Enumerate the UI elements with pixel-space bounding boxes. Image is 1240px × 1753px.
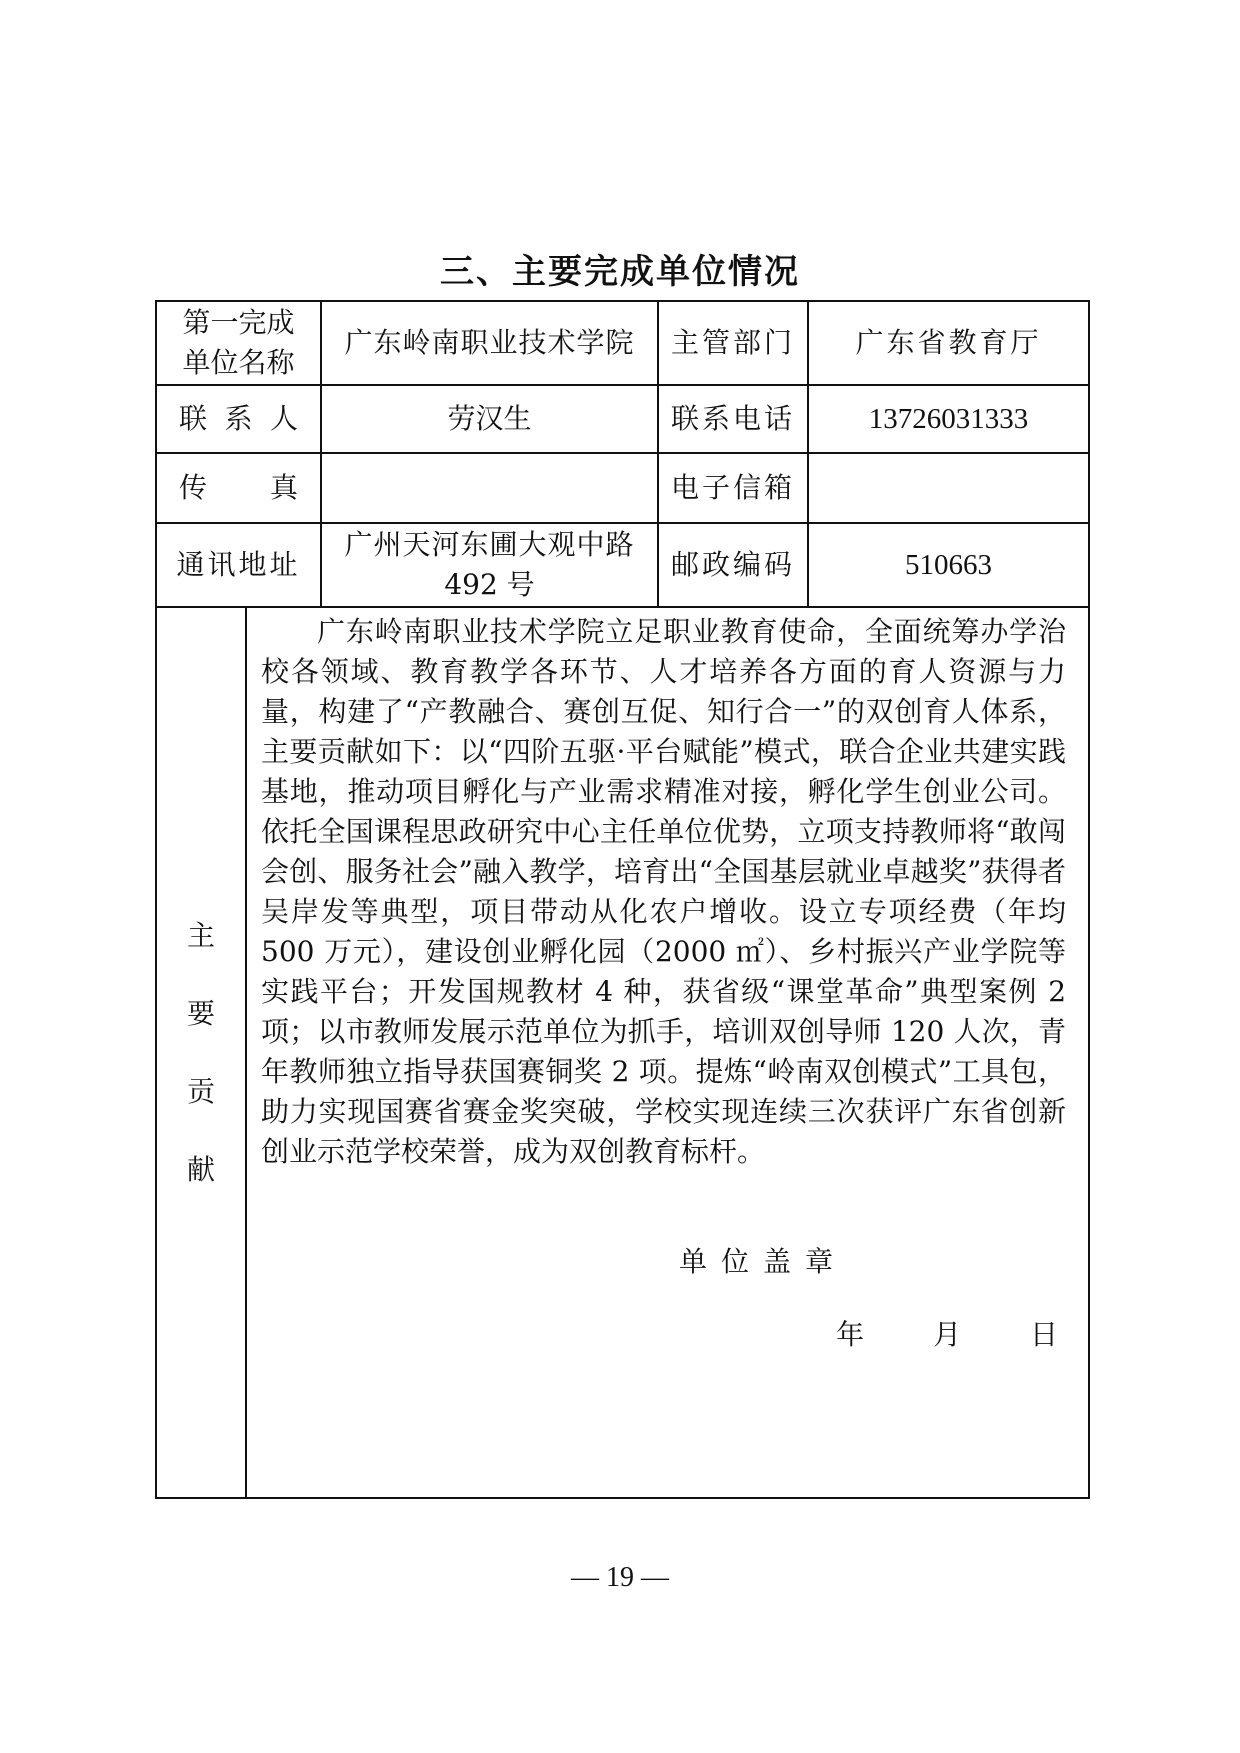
contribution-label-char: 主 — [186, 918, 215, 952]
phone-label: 联系电话 — [658, 385, 808, 453]
fax-label — [156, 453, 321, 523]
page-number: — 19 — — [571, 1562, 669, 1593]
postcode-value: 510663 — [808, 523, 1089, 607]
unit-seal-label: 单位盖章 — [679, 1245, 848, 1278]
contact-label — [156, 385, 321, 453]
table-row — [156, 301, 1089, 385]
contact-label-char: 联 — [179, 402, 208, 435]
table-row — [156, 523, 1089, 607]
contribution-text: 广东岭南职业技术学院立足职业教育使命，全面统筹办学治校各领域、教育教学各环节、人才培养各方面的育人资源与力量，构建了“产教融合、赛创互促、知行合一”的双创育人体系，主要贡献如下：以“四阶五驱·平台赋能”模式，联合企业共建实践基地，推动项目孵化与产业需求精准对接，孵化学生创业公司。依托全国课程思政研究中心主任单位优势，立项支持教师将“敢闯会创、服务社会”融入教学，培育出“全国基层就业卓越奖”获得者吴岸发等典型，项目带动从化农户增收。设立专项经费（年均 500 万元），建设创业孵化园（2000 ㎡）、乡村振兴产业学院等实践平台；开发国规教材 4 种，获省级“课堂革命”典型案例 2 项；以市教师发展示范单位为抓手，培训双创导师 120 人次，青年教师独立指导获国赛铜奖 2 项。提炼“岭南双创模式”工具包，助力实现国赛省赛金奖突破，学校实现连续三次获评广东省创新创业示范学校荣誉，成为双创教育标杆。 — [261, 615, 1067, 1168]
fax-label-char: 传 — [179, 471, 208, 504]
date-year: 年 — [836, 1318, 865, 1351]
dept-value: 广东省教育厅 — [808, 301, 1089, 385]
contribution-label — [156, 607, 246, 1498]
address-label: 通讯地址 — [156, 523, 321, 607]
phone-value: 13726031333 — [808, 385, 1089, 453]
address-line2: 492 号 — [444, 568, 535, 601]
contact-label-char: 人 — [270, 402, 299, 435]
contact-value: 劳汉生 — [321, 385, 658, 453]
table-row — [156, 607, 1089, 1498]
unit-name-value: 广东岭南职业技术学院 — [321, 301, 658, 385]
date-month: 月 — [933, 1318, 962, 1351]
date-line — [836, 1313, 1058, 1353]
page-title: 三、主要完成单位情况 — [440, 252, 800, 292]
contribution-label-char: 献 — [186, 1152, 215, 1186]
email-value — [808, 453, 1089, 523]
unit-name-label — [156, 301, 321, 385]
postcode-label: 邮政编码 — [658, 523, 808, 607]
unit-info-table — [155, 300, 1090, 1499]
table-row — [156, 453, 1089, 523]
contribution-label-char: 要 — [186, 996, 215, 1030]
contact-label-char: 系 — [224, 402, 253, 435]
email-label: 电子信箱 — [658, 453, 808, 523]
fax-label-char: 真 — [270, 471, 299, 504]
unit-name-label-line1: 第一完成 — [182, 306, 295, 339]
contribution-label-char: 贡 — [186, 1074, 215, 1108]
contribution-content — [246, 607, 1089, 1498]
table-row — [156, 385, 1089, 453]
address-line1: 广州天河东圃大观中路 — [344, 528, 635, 561]
dept-label: 主管部门 — [658, 301, 808, 385]
unit-name-label-line2: 单位名称 — [182, 346, 295, 379]
date-day: 日 — [1030, 1318, 1059, 1351]
fax-value — [321, 453, 658, 523]
address-value — [321, 523, 658, 607]
